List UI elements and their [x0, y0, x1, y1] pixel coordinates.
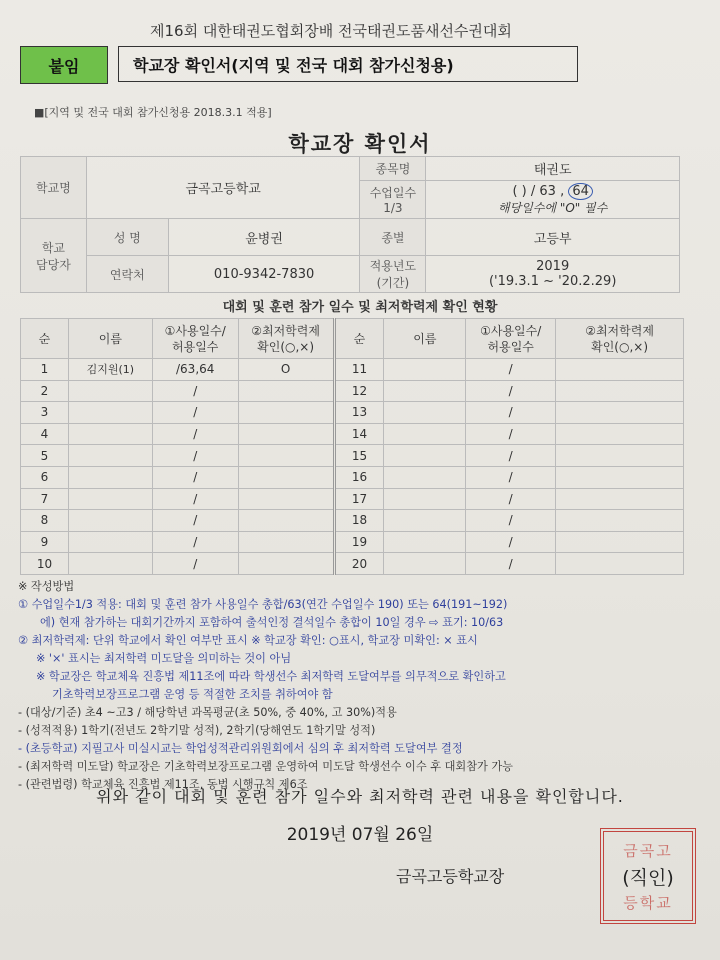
row-no: 16: [334, 466, 384, 488]
row-name: [68, 553, 152, 575]
col-check-right: [556, 319, 684, 359]
col-days-right-line2: 허용일수: [487, 339, 534, 354]
row-check: [556, 510, 684, 532]
table-row: [21, 445, 684, 467]
row-check: [238, 445, 334, 467]
seal-top-text: 금곡고: [623, 841, 673, 860]
row-days: /: [466, 402, 556, 424]
row-no: 18: [334, 510, 384, 532]
row-no: 4: [21, 423, 69, 445]
row-no: 10: [21, 553, 69, 575]
attachment-label: 붙임: [20, 46, 108, 84]
days-label-line2: 1/3: [383, 201, 403, 215]
col-days-line1: ①사용일수/: [164, 323, 226, 338]
row-days: /: [466, 466, 556, 488]
row-days: /: [152, 531, 238, 553]
row-check: [556, 402, 684, 424]
row-check: O: [238, 359, 334, 381]
table-row: [21, 510, 684, 532]
seal-bottom-text: 등학교: [623, 893, 673, 912]
row-check: [238, 423, 334, 445]
row-name: [384, 466, 466, 488]
row-no: 3: [21, 402, 69, 424]
notes-heading: ※ 작성방법: [18, 580, 75, 593]
table-row: [21, 380, 684, 402]
row-check: [556, 380, 684, 402]
row-no: 9: [21, 531, 69, 553]
row-days: /: [466, 359, 556, 381]
row-check: [238, 466, 334, 488]
year-value-line2: ('19.3.1 ~ '20.2.29): [488, 274, 617, 289]
teacher-label: [21, 219, 87, 293]
col-days-right: [466, 319, 556, 359]
table-row: [21, 402, 684, 424]
table-header-row: [21, 319, 684, 359]
contact-label: 연락처: [86, 256, 168, 293]
note-7: - (초등학교) 지필고사 미실시교는 학업성적관리위원회에서 심의 후 최저학력 도달여부 결정: [18, 742, 463, 755]
year-label-line1: 적용년도: [369, 259, 417, 273]
name-value: 윤병권: [168, 219, 360, 256]
participation-table: [20, 318, 684, 575]
school-label: 학교명: [21, 157, 87, 219]
row-check: [556, 466, 684, 488]
col-check: [238, 319, 334, 359]
row-name: [68, 488, 152, 510]
category-label: 종별: [360, 219, 426, 256]
col-check-line1: ②최저학력제: [251, 323, 320, 338]
row-days: /: [152, 510, 238, 532]
row-no: 14: [334, 423, 384, 445]
row-name: [384, 423, 466, 445]
row-name: [384, 510, 466, 532]
row-name: [384, 445, 466, 467]
note-9: - (관련법령) 학교체육 진흥법 제11조, 동법 시행규칙 제6조: [18, 778, 308, 791]
days-label: [360, 181, 426, 219]
col-check-right-line2: 확인(○,×): [591, 339, 648, 354]
table-row: [21, 553, 684, 575]
row-days: /: [152, 402, 238, 424]
form-title: 학교장 확인서(지역 및 전국 대회 참가신청용): [118, 46, 578, 82]
row-check: [238, 488, 334, 510]
school-value: 금곡고등학교: [86, 157, 360, 219]
year-value: [426, 256, 680, 293]
col-check-line2: 확인(○,×): [257, 339, 315, 354]
row-days: /: [466, 510, 556, 532]
confirm-text: 위와 같이 대회 및 훈련 참가 일수와 최저학력 관련 내용을 확인합니다.: [96, 787, 624, 806]
col-no: 순: [21, 319, 69, 359]
note-1b: 에) 현재 참가하는 대회기간까지 포함하여 출석인정 결석일수 총합이 10일 경우 ⇨ 표기: 10/63: [40, 616, 504, 629]
col-days-line2: 허용일수: [172, 339, 219, 354]
list-title: 대회 및 훈련 참가 일수 및 최저학력제 확인 현황: [222, 300, 498, 315]
row-no: 13: [334, 402, 384, 424]
row-no: 5: [21, 445, 69, 467]
row-name: [68, 510, 152, 532]
row-no: 1: [21, 359, 69, 381]
instructions: [18, 578, 708, 794]
row-days: /: [152, 553, 238, 575]
seal-mid-text: (직인): [622, 866, 674, 889]
year-label: [360, 256, 426, 293]
name-label: 성 명: [86, 219, 168, 256]
row-name: [384, 488, 466, 510]
row-name: [384, 359, 466, 381]
row-check: [238, 531, 334, 553]
days-label-line1: 수업일수: [369, 186, 417, 200]
row-name: [68, 402, 152, 424]
row-days: /: [152, 423, 238, 445]
row-check: [238, 553, 334, 575]
note-1a: ① 수업일수1/3 적용: 대회 및 훈련 참가 사용일수 총합/63(연간 수업일수 190) 또는 64(191~192): [18, 598, 508, 611]
row-days: /: [466, 553, 556, 575]
col-name-right: 이름: [384, 319, 466, 359]
row-days: /: [152, 380, 238, 402]
teacher-label-line2: 담당자: [36, 257, 71, 272]
row-no: 20: [334, 553, 384, 575]
row-days: /: [152, 466, 238, 488]
note-4a: ※ 학교장은 학교체육 진흥법 제11조에 따라 학생선수 최저학력 도달여부를 의무적으로 확인하고: [36, 670, 506, 683]
row-check: [556, 423, 684, 445]
row-no: 8: [21, 510, 69, 532]
col-days: [152, 319, 238, 359]
row-check: [556, 445, 684, 467]
row-name: [384, 553, 466, 575]
col-name: 이름: [68, 319, 152, 359]
row-check: [238, 510, 334, 532]
days-value: [426, 181, 680, 219]
row-name: [384, 380, 466, 402]
contact-value: 010-9342-7830: [168, 256, 360, 293]
row-check: [238, 380, 334, 402]
row-no: 11: [334, 359, 384, 381]
row-name: [68, 423, 152, 445]
row-days: /: [466, 445, 556, 467]
row-name: [68, 531, 152, 553]
note-8: - (최저학력 미도달) 학교장은 기초학력보장프로그램 운영하여 미도달 학생선수 이수 후 대회참가 가능: [18, 760, 513, 773]
days-value-circled: 64: [568, 183, 593, 200]
row-name: 김지원(1): [68, 359, 152, 381]
row-no: 17: [334, 488, 384, 510]
note-2: ② 최저학력제: 단위 학교에서 확인 여부만 표시 ※ 학교장 확인: ○표시, 학교장 미확인: × 표시: [18, 634, 478, 647]
row-check: [556, 531, 684, 553]
table-row: [21, 488, 684, 510]
table-row: [21, 423, 684, 445]
row-name: [68, 445, 152, 467]
year-label-line2: (기간): [376, 276, 410, 290]
row-no: 7: [21, 488, 69, 510]
col-days-right-line1: ①사용일수/: [480, 323, 542, 338]
year-value-line1: 2019: [536, 259, 570, 274]
note-5: - (대상/기준) 초4 ~고3 / 해당학년 과목평균(초 50%, 중 40%, 고 30%)적용: [18, 706, 397, 719]
table-row: [21, 466, 684, 488]
row-check: [556, 488, 684, 510]
days-value-line1: ( ) / 63 ,: [512, 183, 565, 199]
row-days: /: [152, 445, 238, 467]
row-check: [556, 553, 684, 575]
category-value: 고등부: [426, 219, 680, 256]
row-name: [384, 531, 466, 553]
row-days: /: [466, 380, 556, 402]
col-check-right-line1: ②최저학력제: [585, 323, 654, 338]
event-title: 제16회 대한태권도협회장배 전국태권도품새선수권대회: [150, 22, 512, 40]
sport-value: 태권도: [426, 157, 680, 181]
note-4b: 기초학력보장프로그램 운영 등 적절한 조치를 취하여야 함: [52, 688, 333, 701]
table-row: [21, 531, 684, 553]
row-check: [238, 402, 334, 424]
row-no: 12: [334, 380, 384, 402]
note-6: - (성적적용) 1학기(전년도 2학기말 성적), 2학기(당해연도 1학기말 성적): [18, 724, 376, 737]
row-days: /: [152, 488, 238, 510]
main-title: 학교장 확인서: [288, 132, 432, 156]
row-days: /: [466, 531, 556, 553]
row-days: /63,64: [152, 359, 238, 381]
row-no: 6: [21, 466, 69, 488]
official-seal: [600, 828, 696, 924]
col-no-right: 순: [334, 319, 384, 359]
row-no: 15: [334, 445, 384, 467]
row-name: [68, 380, 152, 402]
row-days: /: [466, 423, 556, 445]
row-check: [556, 359, 684, 381]
teacher-label-line1: 학교: [41, 240, 66, 255]
info-table: [20, 156, 680, 293]
sport-label: 종목명: [360, 157, 426, 181]
row-name: [68, 466, 152, 488]
note-3: ※ '×' 표시는 최저학력 미도달을 의미하는 것이 아님: [36, 652, 292, 665]
row-name: [384, 402, 466, 424]
days-value-line2: 해당일수에 "O" 필수: [498, 200, 608, 215]
row-days: /: [466, 488, 556, 510]
issue-date: 2019년 07월 26일: [286, 825, 434, 845]
table-row: [21, 359, 684, 381]
row-no: 2: [21, 380, 69, 402]
form-note: ■[지역 및 전국 대회 참가신청용 2018.3.1 적용]: [34, 106, 272, 119]
row-no: 19: [334, 531, 384, 553]
school-head: 금곡고등학교장: [396, 867, 505, 886]
